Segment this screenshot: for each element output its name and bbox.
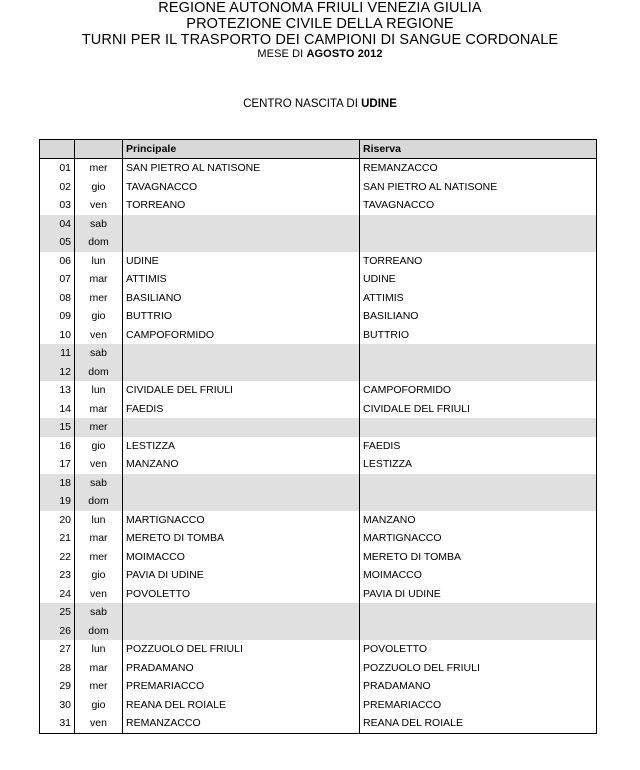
riserva-cell: TAVAGNACCO bbox=[360, 196, 597, 215]
header-document-title: TURNI PER IL TRASPORTO DEI CAMPIONI DI SANGUE CORDONALE bbox=[81, 32, 559, 48]
weekday-cell: gio bbox=[75, 178, 123, 197]
day-cell: 25 bbox=[40, 603, 75, 622]
principale-cell: FAEDIS bbox=[123, 400, 360, 419]
column-header-riserva: Riserva bbox=[360, 140, 597, 159]
riserva-cell: REMANZACCO bbox=[360, 159, 597, 178]
principale-cell bbox=[123, 492, 360, 511]
day-cell: 07 bbox=[40, 270, 75, 289]
day-cell: 13 bbox=[40, 381, 75, 400]
weekday-cell: sab bbox=[75, 474, 123, 493]
riserva-cell: POZZUOLO DEL FRIULI bbox=[360, 659, 597, 678]
day-cell: 18 bbox=[40, 474, 75, 493]
table-row bbox=[40, 474, 597, 493]
principale-cell bbox=[123, 622, 360, 641]
column-header-day bbox=[40, 140, 75, 159]
riserva-cell bbox=[360, 603, 597, 622]
principale-cell: PRADAMANO bbox=[123, 659, 360, 678]
riserva-cell: PAVIA DI UDINE bbox=[360, 585, 597, 604]
weekday-cell: gio bbox=[75, 437, 123, 456]
principale-cell: MANZANO bbox=[123, 455, 360, 474]
principale-cell: CIVIDALE DEL FRIULI bbox=[123, 381, 360, 400]
table-row bbox=[40, 344, 597, 363]
table-row bbox=[40, 381, 597, 400]
weekday-cell: sab bbox=[75, 603, 123, 622]
table-body bbox=[40, 159, 597, 734]
riserva-cell: REANA DEL ROIALE bbox=[360, 714, 597, 733]
table-row bbox=[40, 603, 597, 622]
riserva-cell: PRADAMANO bbox=[360, 677, 597, 696]
header-month-prefix: MESE DI bbox=[257, 48, 307, 60]
weekday-cell: ven bbox=[75, 326, 123, 345]
weekday-cell: lun bbox=[75, 640, 123, 659]
riserva-cell: BUTTRIO bbox=[360, 326, 597, 345]
day-cell: 24 bbox=[40, 585, 75, 604]
weekday-cell: mar bbox=[75, 400, 123, 419]
day-cell: 16 bbox=[40, 437, 75, 456]
day-cell: 17 bbox=[40, 455, 75, 474]
day-cell: 02 bbox=[40, 178, 75, 197]
table-row bbox=[40, 159, 597, 178]
weekday-cell: dom bbox=[75, 492, 123, 511]
day-cell: 28 bbox=[40, 659, 75, 678]
weekday-cell: lun bbox=[75, 511, 123, 530]
weekday-cell: lun bbox=[75, 381, 123, 400]
table-row bbox=[40, 455, 597, 474]
riserva-cell: TORREANO bbox=[360, 252, 597, 271]
riserva-cell: MANZANO bbox=[360, 511, 597, 530]
day-cell: 10 bbox=[40, 326, 75, 345]
table-row bbox=[40, 252, 597, 271]
principale-cell: MARTIGNACCO bbox=[123, 511, 360, 530]
table-row bbox=[40, 196, 597, 215]
principale-cell: PAVIA DI UDINE bbox=[123, 566, 360, 585]
table-row bbox=[40, 418, 597, 437]
weekday-cell: mer bbox=[75, 418, 123, 437]
principale-cell: MERETO DI TOMBA bbox=[123, 529, 360, 548]
table-row bbox=[40, 622, 597, 641]
day-cell: 11 bbox=[40, 344, 75, 363]
weekday-cell: sab bbox=[75, 215, 123, 234]
principale-cell: TORREANO bbox=[123, 196, 360, 215]
principale-cell: REANA DEL ROIALE bbox=[123, 696, 360, 715]
centro-name: UDINE bbox=[361, 98, 397, 110]
column-header-weekday bbox=[75, 140, 123, 159]
weekday-cell: lun bbox=[75, 252, 123, 271]
document-header bbox=[0, 0, 640, 61]
weekday-cell: mar bbox=[75, 270, 123, 289]
table-row bbox=[40, 400, 597, 419]
table-row bbox=[40, 437, 597, 456]
day-cell: 31 bbox=[40, 714, 75, 733]
weekday-cell: gio bbox=[75, 566, 123, 585]
table-row bbox=[40, 677, 597, 696]
principale-cell: TAVAGNACCO bbox=[123, 178, 360, 197]
table-row bbox=[40, 492, 597, 511]
riserva-cell: BASILIANO bbox=[360, 307, 597, 326]
table-row bbox=[40, 640, 597, 659]
riserva-cell: SAN PIETRO AL NATISONE bbox=[360, 178, 597, 197]
principale-cell: BASILIANO bbox=[123, 289, 360, 308]
principale-cell: SAN PIETRO AL NATISONE bbox=[123, 159, 360, 178]
weekday-cell: dom bbox=[75, 622, 123, 641]
riserva-cell bbox=[360, 233, 597, 252]
principale-cell: MOIMACCO bbox=[123, 548, 360, 567]
riserva-cell bbox=[360, 344, 597, 363]
riserva-cell: ATTIMIS bbox=[360, 289, 597, 308]
header-region-title: REGIONE AUTONOMA FRIULI VENEZIA GIULIA bbox=[158, 0, 482, 16]
table-row bbox=[40, 511, 597, 530]
day-cell: 12 bbox=[40, 363, 75, 382]
principale-cell bbox=[123, 603, 360, 622]
day-cell: 22 bbox=[40, 548, 75, 567]
day-cell: 03 bbox=[40, 196, 75, 215]
day-cell: 06 bbox=[40, 252, 75, 271]
weekday-cell: mer bbox=[75, 289, 123, 308]
table-row bbox=[40, 326, 597, 345]
weekday-cell: ven bbox=[75, 196, 123, 215]
riserva-cell bbox=[360, 418, 597, 437]
principale-cell: CAMPOFORMIDO bbox=[123, 326, 360, 345]
day-cell: 23 bbox=[40, 566, 75, 585]
weekday-cell: mar bbox=[75, 659, 123, 678]
weekday-cell: mer bbox=[75, 677, 123, 696]
centro-nascita-title bbox=[0, 97, 640, 111]
riserva-cell: PREMARIACCO bbox=[360, 696, 597, 715]
table-row bbox=[40, 548, 597, 567]
table-row bbox=[40, 270, 597, 289]
centro-prefix: CENTRO NASCITA DI bbox=[243, 98, 362, 110]
weekday-cell: dom bbox=[75, 233, 123, 252]
table-row bbox=[40, 696, 597, 715]
riserva-cell: CAMPOFORMIDO bbox=[360, 381, 597, 400]
day-cell: 01 bbox=[40, 159, 75, 178]
day-cell: 04 bbox=[40, 215, 75, 234]
riserva-cell: MERETO DI TOMBA bbox=[360, 548, 597, 567]
principale-cell bbox=[123, 418, 360, 437]
table-row bbox=[40, 585, 597, 604]
riserva-cell: CIVIDALE DEL FRIULI bbox=[360, 400, 597, 419]
weekday-cell: mar bbox=[75, 529, 123, 548]
principale-cell: BUTTRIO bbox=[123, 307, 360, 326]
header-department-title: PROTEZIONE CIVILE DELLA REGIONE bbox=[186, 16, 454, 32]
header-month bbox=[0, 48, 640, 61]
riserva-cell: MARTIGNACCO bbox=[360, 529, 597, 548]
table-row bbox=[40, 529, 597, 548]
day-cell: 20 bbox=[40, 511, 75, 530]
principale-cell: POZZUOLO DEL FRIULI bbox=[123, 640, 360, 659]
riserva-cell: FAEDIS bbox=[360, 437, 597, 456]
weekday-cell: mer bbox=[75, 548, 123, 567]
table-header-row bbox=[40, 140, 597, 159]
riserva-cell: UDINE bbox=[360, 270, 597, 289]
weekday-cell: ven bbox=[75, 714, 123, 733]
principale-cell: POVOLETTO bbox=[123, 585, 360, 604]
table-row bbox=[40, 289, 597, 308]
table-row bbox=[40, 215, 597, 234]
riserva-cell: POVOLETTO bbox=[360, 640, 597, 659]
principale-cell: UDINE bbox=[123, 252, 360, 271]
principale-cell bbox=[123, 363, 360, 382]
principale-cell: ATTIMIS bbox=[123, 270, 360, 289]
riserva-cell bbox=[360, 474, 597, 493]
day-cell: 19 bbox=[40, 492, 75, 511]
principale-cell bbox=[123, 344, 360, 363]
weekday-cell: sab bbox=[75, 344, 123, 363]
weekday-cell: mer bbox=[75, 159, 123, 178]
riserva-cell bbox=[360, 363, 597, 382]
principale-cell bbox=[123, 215, 360, 234]
weekday-cell: gio bbox=[75, 696, 123, 715]
day-cell: 05 bbox=[40, 233, 75, 252]
day-cell: 26 bbox=[40, 622, 75, 641]
table-row bbox=[40, 178, 597, 197]
day-cell: 30 bbox=[40, 696, 75, 715]
riserva-cell: LESTIZZA bbox=[360, 455, 597, 474]
day-cell: 29 bbox=[40, 677, 75, 696]
principale-cell bbox=[123, 474, 360, 493]
weekday-cell: ven bbox=[75, 585, 123, 604]
table-row bbox=[40, 233, 597, 252]
day-cell: 15 bbox=[40, 418, 75, 437]
day-cell: 27 bbox=[40, 640, 75, 659]
riserva-cell: MOIMACCO bbox=[360, 566, 597, 585]
principale-cell: REMANZACCO bbox=[123, 714, 360, 733]
weekday-cell: dom bbox=[75, 363, 123, 382]
turni-table bbox=[39, 139, 597, 734]
header-month-value: AGOSTO 2012 bbox=[306, 48, 383, 60]
principale-cell bbox=[123, 233, 360, 252]
table-row bbox=[40, 363, 597, 382]
day-cell: 08 bbox=[40, 289, 75, 308]
weekday-cell: gio bbox=[75, 307, 123, 326]
principale-cell: LESTIZZA bbox=[123, 437, 360, 456]
weekday-cell: ven bbox=[75, 455, 123, 474]
column-header-principale: Principale bbox=[123, 140, 360, 159]
table-row bbox=[40, 307, 597, 326]
riserva-cell bbox=[360, 622, 597, 641]
day-cell: 09 bbox=[40, 307, 75, 326]
riserva-cell bbox=[360, 215, 597, 234]
table-row bbox=[40, 566, 597, 585]
table-row bbox=[40, 659, 597, 678]
day-cell: 21 bbox=[40, 529, 75, 548]
day-cell: 14 bbox=[40, 400, 75, 419]
table-row bbox=[40, 714, 597, 733]
riserva-cell bbox=[360, 492, 597, 511]
principale-cell: PREMARIACCO bbox=[123, 677, 360, 696]
